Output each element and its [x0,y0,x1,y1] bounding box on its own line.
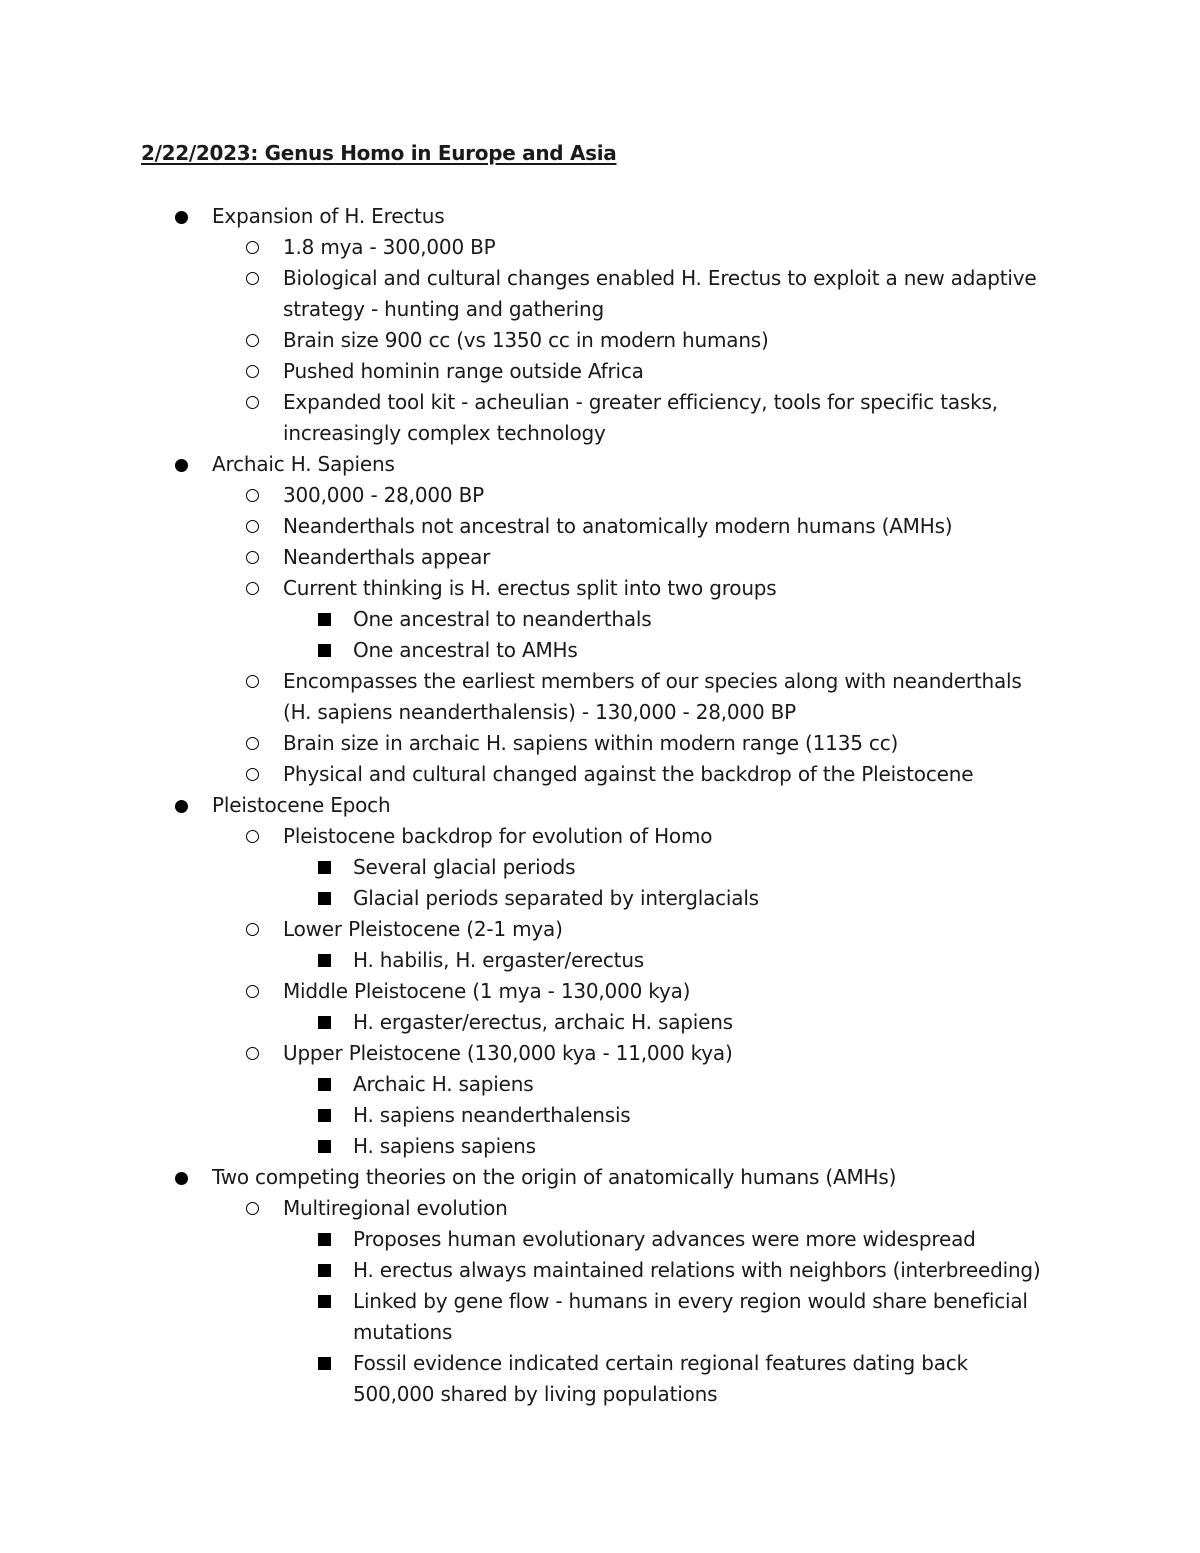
list-item-text: H. sapiens neanderthalensis [353,1103,631,1127]
hollow-circle-bullet-icon [246,923,259,936]
list-item [0,201,1200,232]
filled-circle-bullet-icon [175,800,188,813]
bullet-marker [246,232,259,263]
bullet-marker [318,1255,331,1286]
bullet-marker [246,356,259,387]
list-item-text: Expanded tool kit - acheulian - greater efficiency, tools for specific tasks, [283,390,998,414]
filled-square-bullet-icon [318,861,331,874]
list-item-continuation: (H. sapiens neanderthalensis) - 130,000 - 28,000 BP [283,700,797,724]
list-item-text: Encompasses the earliest members of our species along with neanderthals [283,669,1022,693]
bullet-marker [318,1100,331,1131]
bullet-marker [246,511,259,542]
bullet-marker [246,387,259,418]
bullet-marker [175,449,188,480]
list-item-text: Brain size 900 cc (vs 1350 cc in modern humans) [283,328,769,352]
list-item-continuation: 500,000 shared by living populations [353,1382,718,1406]
hollow-circle-bullet-icon [246,489,259,502]
list-item [0,666,1200,728]
list-item [0,1100,1200,1131]
list-item [0,821,1200,852]
list-item-text: One ancestral to neanderthals [353,607,652,631]
bullet-marker [246,728,259,759]
list-item-text: Proposes human evolutionary advances were more widespread [353,1227,976,1251]
filled-square-bullet-icon [318,613,331,626]
list-item-continuation: strategy - hunting and gathering [283,297,605,321]
bullet-marker [246,976,259,1007]
hollow-circle-bullet-icon [246,396,259,409]
bullet-marker [318,1069,331,1100]
list-item [0,1069,1200,1100]
filled-square-bullet-icon [318,1140,331,1153]
list-item-text: Pleistocene backdrop for evolution of Homo [283,824,713,848]
list-item [0,1038,1200,1069]
list-item-text: Neanderthals appear [283,545,491,569]
bullet-marker [246,914,259,945]
bullet-marker [246,480,259,511]
bullet-marker [246,1038,259,1069]
list-item [0,604,1200,635]
filled-circle-bullet-icon [175,459,188,472]
filled-square-bullet-icon [318,892,331,905]
bullet-marker [175,790,188,821]
list-item-text: Linked by gene flow - humans in every region would share beneficial [353,1289,1028,1313]
list-item-continuation: mutations [353,1320,453,1344]
bullet-marker [246,666,259,697]
list-item-text: Brain size in archaic H. sapiens within modern range (1135 cc) [283,731,899,755]
list-item-text: H. ergaster/erectus, archaic H. sapiens [353,1010,733,1034]
bullet-marker [318,1131,331,1162]
filled-square-bullet-icon [318,1109,331,1122]
hollow-circle-bullet-icon [246,551,259,564]
list-item-text: H. erectus always maintained relations with neighbors (interbreeding) [353,1258,1041,1282]
hollow-circle-bullet-icon [246,241,259,254]
hollow-circle-bullet-icon [246,272,259,285]
hollow-circle-bullet-icon [246,675,259,688]
hollow-circle-bullet-icon [246,365,259,378]
list-item [0,1224,1200,1255]
bullet-marker [246,263,259,294]
list-item-text: Archaic H. sapiens [353,1072,534,1096]
list-item-text: 300,000 - 28,000 BP [283,483,484,507]
list-item-text: Current thinking is H. erectus split into two groups [283,576,777,600]
bullet-marker [246,542,259,573]
list-item [0,480,1200,511]
filled-square-bullet-icon [318,1016,331,1029]
bullet-marker [246,759,259,790]
list-item-text: Two competing theories on the origin of anatomically humans (AMHs) [212,1165,897,1189]
hollow-circle-bullet-icon [246,1047,259,1060]
bullet-marker [246,325,259,356]
list-item [0,356,1200,387]
list-item-text: H. habilis, H. ergaster/erectus [353,948,645,972]
filled-circle-bullet-icon [175,1172,188,1185]
list-item [0,728,1200,759]
bullet-marker [246,821,259,852]
list-item [0,635,1200,666]
list-item [0,945,1200,976]
bullet-marker [318,604,331,635]
list-item [0,914,1200,945]
bullet-marker [318,1348,331,1379]
hollow-circle-bullet-icon [246,334,259,347]
filled-square-bullet-icon [318,644,331,657]
hollow-circle-bullet-icon [246,582,259,595]
hollow-circle-bullet-icon [246,737,259,750]
document-title: 2/22/2023: Genus Homo in Europe and Asia [141,141,617,165]
list-item [0,1348,1200,1410]
list-item-text: Several glacial periods [353,855,576,879]
list-item-text: Pushed hominin range outside Africa [283,359,644,383]
list-item [0,232,1200,263]
bullet-marker [318,1286,331,1317]
list-item [0,1162,1200,1193]
list-item-text: Middle Pleistocene (1 mya - 130,000 kya) [283,979,691,1003]
bullet-marker [318,852,331,883]
list-item-text: H. sapiens sapiens [353,1134,536,1158]
list-item [0,759,1200,790]
list-item [0,883,1200,914]
list-item [0,449,1200,480]
bullet-marker [318,1007,331,1038]
list-item [0,387,1200,449]
bullet-marker [318,635,331,666]
hollow-circle-bullet-icon [246,1202,259,1215]
filled-circle-bullet-icon [175,211,188,224]
list-item-text: Neanderthals not ancestral to anatomically modern humans (AMHs) [283,514,953,538]
list-item [0,1255,1200,1286]
list-item-text: Archaic H. Sapiens [212,452,395,476]
list-item-text: Physical and cultural changed against the backdrop of the Pleistocene [283,762,974,786]
list-item [0,852,1200,883]
list-item [0,1131,1200,1162]
list-item-text: Upper Pleistocene (130,000 kya - 11,000 kya) [283,1041,733,1065]
hollow-circle-bullet-icon [246,830,259,843]
list-item-text: Expansion of H. Erectus [212,204,445,228]
outline-list [0,201,1200,1410]
filled-square-bullet-icon [318,954,331,967]
hollow-circle-bullet-icon [246,768,259,781]
hollow-circle-bullet-icon [246,985,259,998]
list-item-text: Biological and cultural changes enabled H. Erectus to exploit a new adaptive [283,266,1037,290]
list-item-text: Pleistocene Epoch [212,793,391,817]
list-item [0,790,1200,821]
bullet-marker [175,1162,188,1193]
list-item [0,1193,1200,1224]
bullet-marker [318,945,331,976]
list-item-continuation: increasingly complex technology [283,421,606,445]
filled-square-bullet-icon [318,1078,331,1091]
filled-square-bullet-icon [318,1233,331,1246]
bullet-marker [246,1193,259,1224]
list-item-text: One ancestral to AMHs [353,638,578,662]
bullet-marker [318,1224,331,1255]
bullet-marker [318,883,331,914]
list-item-text: Lower Pleistocene (2-1 mya) [283,917,563,941]
list-item-text: Multiregional evolution [283,1196,508,1220]
list-item-text: Fossil evidence indicated certain regional features dating back [353,1351,968,1375]
list-item [0,976,1200,1007]
list-item-text: Glacial periods separated by interglacials [353,886,759,910]
list-item [0,573,1200,604]
filled-square-bullet-icon [318,1295,331,1308]
list-item [0,1007,1200,1038]
list-item-text: 1.8 mya - 300,000 BP [283,235,496,259]
list-item [0,1286,1200,1348]
hollow-circle-bullet-icon [246,520,259,533]
list-item [0,511,1200,542]
bullet-marker [175,201,188,232]
list-item [0,263,1200,325]
filled-square-bullet-icon [318,1264,331,1277]
filled-square-bullet-icon [318,1357,331,1370]
list-item [0,542,1200,573]
list-item [0,325,1200,356]
bullet-marker [246,573,259,604]
